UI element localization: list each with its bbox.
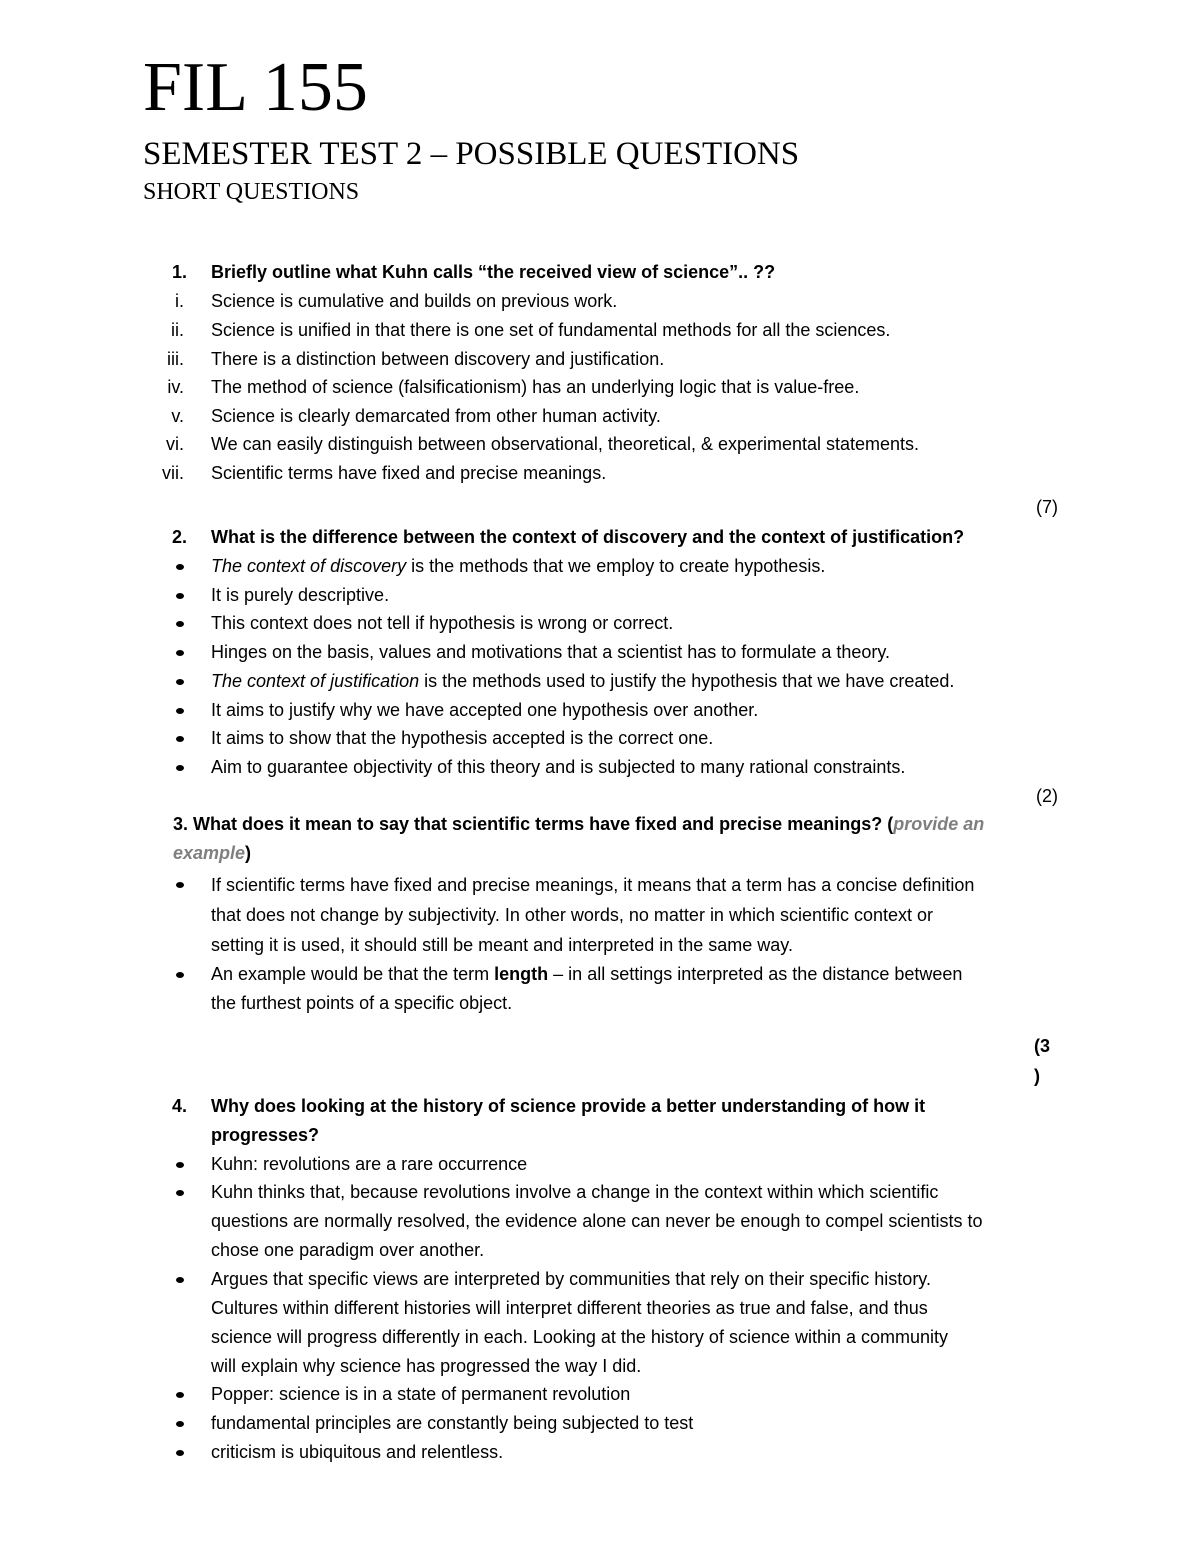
list-item bbox=[0, 696, 1200, 724]
list-item-text: Argues that specific views are interpreted by communities that rely on their specific history. bbox=[211, 1269, 931, 1289]
list-item bbox=[0, 1265, 1200, 1294]
bullet-icon bbox=[176, 882, 184, 888]
list-item bbox=[0, 1150, 1200, 1178]
list-item bbox=[0, 667, 1200, 696]
list-item bbox=[0, 430, 1200, 459]
question-3-continued bbox=[0, 839, 1200, 867]
bullet-icon bbox=[176, 1162, 184, 1168]
list-item-continued bbox=[0, 1323, 1200, 1352]
list-item bbox=[0, 287, 1200, 316]
question-number: 1. bbox=[171, 262, 187, 282]
question-2 bbox=[0, 523, 1200, 552]
list-item-text: We can easily distinguish between observational, theoretical, & experimental statements. bbox=[211, 434, 920, 454]
course-title: FIL 155 bbox=[143, 49, 368, 126]
list-item bbox=[0, 345, 1200, 373]
marks-row bbox=[0, 1030, 1200, 1062]
marks-row-continued bbox=[0, 1062, 1200, 1090]
list-marker: i. bbox=[175, 291, 184, 311]
list-item bbox=[0, 402, 1200, 430]
list-item bbox=[0, 373, 1200, 402]
list-item bbox=[0, 724, 1200, 753]
list-item-text: fundamental principles are constantly being subjected to test bbox=[211, 1413, 694, 1433]
list-item-text: Kuhn: revolutions are a rare occurrence bbox=[211, 1154, 528, 1174]
list-item-text: will explain why science has progressed the way I did. bbox=[211, 1356, 642, 1376]
question-number: 2. bbox=[171, 527, 187, 547]
bullet-icon bbox=[176, 650, 184, 656]
marks-row bbox=[0, 782, 1200, 810]
list-item-text: Aim to guarantee objectivity of this theory and is subjected to many rational constraints. bbox=[211, 757, 906, 777]
question-marks: (7) bbox=[1036, 497, 1058, 517]
list-item-text: Science is unified in that there is one set of fundamental methods for all the sciences. bbox=[211, 320, 891, 340]
list-item-text: setting it is used, it should still be meant and interpreted in the same way. bbox=[211, 935, 793, 955]
list-item bbox=[0, 960, 1200, 989]
question-number: 4. bbox=[171, 1096, 187, 1116]
question-text: Briefly outline what Kuhn calls “the received view of science”.. ?? bbox=[211, 262, 776, 282]
list-item-continued bbox=[0, 989, 1200, 1017]
bullet-icon bbox=[176, 1190, 184, 1196]
key-term: length bbox=[494, 964, 549, 984]
list-item-rest: is the methods used to justify the hypothesis that we have created. bbox=[419, 671, 955, 691]
bullet-icon bbox=[176, 765, 184, 771]
question-text: What is the difference between the context of discovery and the context of justification? bbox=[211, 527, 965, 547]
list-marker: vii. bbox=[162, 463, 184, 483]
question-text-main: 3. What does it mean to say that scientific terms have fixed and precise meanings? ( bbox=[173, 814, 894, 834]
list-item-text bbox=[211, 552, 825, 581]
list-item bbox=[0, 638, 1200, 667]
question-1 bbox=[0, 258, 1200, 287]
question-hint: example bbox=[173, 843, 246, 863]
list-item-text: It aims to show that the hypothesis accepted is the correct one. bbox=[211, 728, 714, 748]
bullet-icon bbox=[176, 1450, 184, 1456]
list-item-text bbox=[211, 667, 954, 696]
list-item bbox=[0, 1178, 1200, 1207]
emphasis-text: The context of discovery bbox=[211, 556, 407, 576]
emphasis-text: The context of justification bbox=[211, 671, 420, 691]
list-item-text: The method of science (falsificationism) has an underlying logic that is value-free. bbox=[211, 377, 860, 397]
list-item-continued bbox=[0, 1236, 1200, 1265]
list-item-text: that does not change by subjectivity. In other words, no matter in which scientific context or bbox=[211, 905, 934, 925]
bullet-icon bbox=[176, 621, 184, 627]
list-item-text: Hinges on the basis, values and motivations that a scientist has to formulate a theory. bbox=[211, 642, 891, 662]
bullet-icon bbox=[176, 1277, 184, 1283]
list-item-post: – in all settings interpreted as the distance between bbox=[548, 964, 963, 984]
list-item bbox=[0, 459, 1200, 488]
bullet-icon bbox=[176, 1421, 184, 1427]
list-marker: ii. bbox=[171, 320, 184, 340]
list-item-text: Kuhn thinks that, because revolutions involve a change in the context within which scientific bbox=[211, 1182, 939, 1202]
bullet-icon bbox=[176, 736, 184, 742]
list-item bbox=[0, 753, 1200, 782]
list-item bbox=[0, 552, 1200, 581]
list-item-continued bbox=[0, 1207, 1200, 1236]
questions-content bbox=[0, 258, 1200, 1467]
list-item bbox=[0, 1438, 1200, 1467]
question-marks: (3 bbox=[1034, 1036, 1051, 1056]
section-title: SHORT QUESTIONS bbox=[143, 179, 360, 205]
list-item-text: Popper: science is in a state of permanent revolution bbox=[211, 1384, 631, 1404]
list-item-text: If scientific terms have fixed and precise meanings, it means that a term has a concise definition bbox=[211, 875, 975, 895]
closing-paren: ) bbox=[245, 843, 252, 863]
list-item bbox=[0, 581, 1200, 609]
list-item-continued bbox=[0, 1294, 1200, 1323]
bullet-icon bbox=[176, 708, 184, 714]
list-item-text: Science is cumulative and builds on previous work. bbox=[211, 291, 618, 311]
list-item bbox=[0, 1409, 1200, 1438]
question-4 bbox=[0, 1092, 1200, 1121]
question-text-continued: progresses? bbox=[211, 1125, 320, 1145]
list-item-text: the furthest points of a specific object. bbox=[211, 993, 513, 1013]
question-4-continued bbox=[0, 1121, 1200, 1150]
question-text bbox=[173, 810, 984, 839]
list-item-pre: An example would be that the term bbox=[211, 964, 495, 984]
list-marker: vi. bbox=[166, 434, 184, 454]
question-3 bbox=[0, 810, 1200, 839]
list-item bbox=[0, 870, 1200, 900]
list-marker: iv. bbox=[167, 377, 184, 397]
test-title: SEMESTER TEST 2 – POSSIBLE QUESTIONS bbox=[143, 136, 800, 172]
question-text: Why does looking at the history of science provide a better understanding of how it bbox=[211, 1096, 926, 1116]
list-item-text: There is a distinction between discovery and justification. bbox=[211, 349, 665, 369]
list-item-text: Scientific terms have fixed and precise meanings. bbox=[211, 463, 607, 483]
question-hint: provide an bbox=[893, 814, 985, 834]
question-text-continued bbox=[173, 839, 251, 867]
list-item-text: Cultures within different histories will interpret different theories as true and false, and thus bbox=[211, 1298, 928, 1318]
list-item-text: Science is clearly demarcated from other human activity. bbox=[211, 406, 661, 426]
bullet-icon bbox=[176, 679, 184, 685]
list-item-continued bbox=[0, 1352, 1200, 1380]
list-marker: v. bbox=[171, 406, 184, 426]
bullet-icon bbox=[176, 972, 184, 978]
bullet-icon bbox=[176, 1392, 184, 1398]
list-item bbox=[0, 316, 1200, 345]
list-item-text: It aims to justify why we have accepted one hypothesis over another. bbox=[211, 700, 759, 720]
list-item-continued bbox=[0, 900, 1200, 930]
bullet-icon bbox=[176, 564, 184, 570]
list-marker: iii. bbox=[167, 349, 184, 369]
list-item-text: chose one paradigm over another. bbox=[211, 1240, 485, 1260]
list-item-text: criticism is ubiquitous and relentless. bbox=[211, 1442, 504, 1462]
question-marks: (2) bbox=[1036, 786, 1058, 806]
list-item-text: This context does not tell if hypothesis is wrong or correct. bbox=[211, 613, 674, 633]
list-item-text: It is purely descriptive. bbox=[211, 585, 390, 605]
question-marks-continued: ) bbox=[1034, 1066, 1040, 1086]
bullet-icon bbox=[176, 593, 184, 599]
list-item-text bbox=[211, 960, 962, 989]
list-item-text: science will progress differently in each. Looking at the history of science within a community bbox=[211, 1327, 949, 1347]
list-item-continued bbox=[0, 930, 1200, 960]
list-item bbox=[0, 609, 1200, 638]
marks-row bbox=[0, 491, 1200, 523]
list-item-rest: is the methods that we employ to create hypothesis. bbox=[406, 556, 826, 576]
list-item bbox=[0, 1380, 1200, 1409]
list-item-text: questions are normally resolved, the evidence alone can never be enough to compel scientists to bbox=[211, 1211, 983, 1231]
